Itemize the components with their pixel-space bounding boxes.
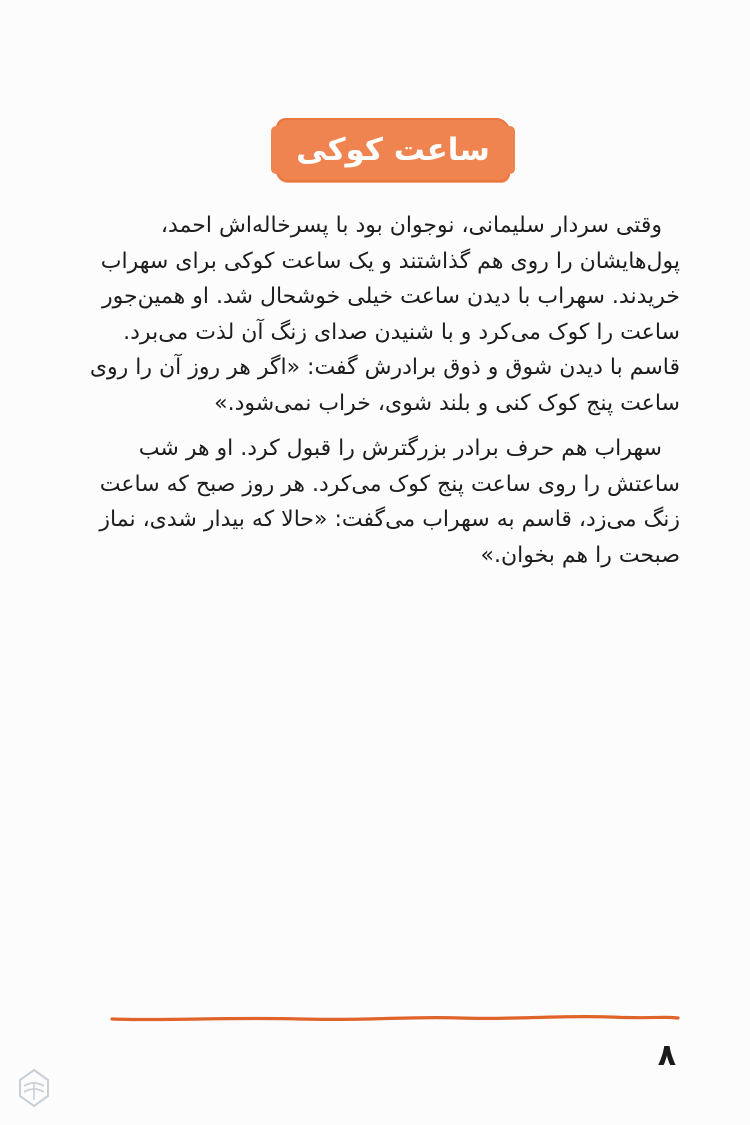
paragraph-1: [89, 208, 680, 421]
text-line: قاسم با دیدن شوق و ذوق برادرش گفت: «اگر هر روز آن را روی: [89, 355, 680, 380]
text-line: سهراب هم حرف برادر بزرگترش را قبول کرد. او هر شب: [138, 436, 662, 461]
text-line: وقتی سردار سلیمانی، نوجوان بود با پسرخاله‌اش احمد،: [160, 213, 662, 238]
chapter-title-badge: [276, 118, 510, 182]
text-line: پول‌هایشان را روی هم گذاشتند و یک ساعت کوکی برای سهراب: [100, 248, 680, 274]
page-number: ۸: [657, 1038, 676, 1073]
paragraph-2: [99, 431, 680, 573]
text-line: زنگ می‌زد، قاسم به سهراب می‌گفت: «حالا که بیدار شدی، نماز: [99, 507, 680, 532]
decorative-divider: [110, 1008, 680, 1028]
text-line: صبحت را هم بخوان.»: [480, 542, 680, 568]
story-text: [89, 208, 680, 573]
text-line: ساعت را کوک می‌کرد و با شنیدن صدای زنگ آن لذت می‌برد.: [123, 319, 680, 345]
book-logo-icon: [14, 1066, 54, 1112]
text-line: خریدند. سهراب با دیدن ساعت خیلی خوشحال شد. او همین‌جور: [101, 284, 680, 309]
text-line: ساعت پنج کوک کنی و بلند شوی، خراب نمی‌شود.»: [214, 390, 680, 416]
chapter-title: ساعت کوکی: [296, 132, 490, 168]
text-line: ساعتش را روی ساعت پنج کوک می‌کرد. هر روز صبح که ساعت: [99, 471, 680, 497]
